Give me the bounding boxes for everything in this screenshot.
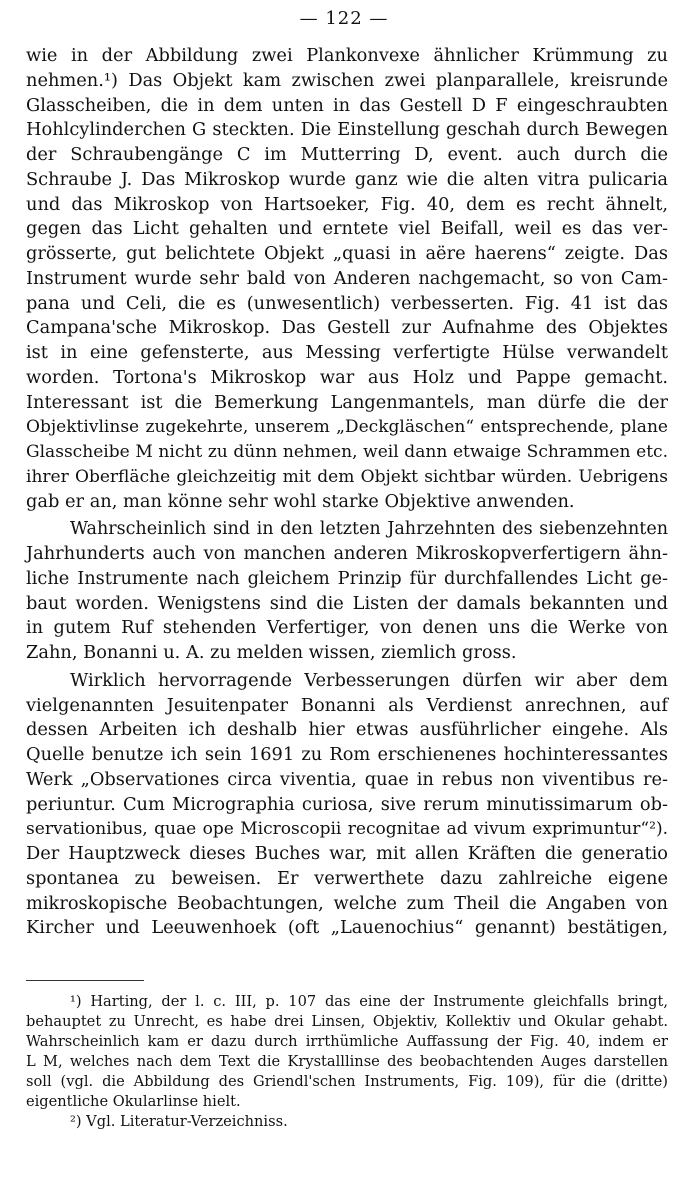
text-line: Instrument wurde sehr bald von Anderen nachgemacht, so von Cam-: [26, 267, 668, 289]
text-line: gegen das Licht gehalten und erntete viel Beifall, weil es das ver-: [26, 218, 668, 240]
text-line: Wirklich hervorragende Verbesserungen dürfen wir aber dem: [70, 669, 668, 691]
text-line: dessen Arbeiten ich deshalb hier etwas ausführlicher eingehe. Als: [26, 719, 668, 741]
text-line: Quelle benutze ich sein 1691 zu Rom erschienenes hochinteressantes: [26, 744, 668, 765]
text-line: baut worden. Wenigstens sind die Listen der damals bekannten und: [26, 592, 668, 614]
footnote-line: behauptet zu Unrecht, es habe drei Linsen, Objektiv, Kollektiv und Okular gehabt.: [26, 1013, 668, 1030]
text-line: Jahrhunderts auch von manchen anderen Mikroskopverfertigern ähn-: [26, 543, 668, 564]
text-line: liche Instrumente nach gleichem Prinzip für durchfallendes Licht ge-: [26, 567, 668, 589]
text-line: Glasscheiben, die in dem unten in das Gestell D F eingeschraubten: [26, 94, 668, 116]
footnote-rule: [26, 980, 144, 981]
footnote-line: L M, welches nach dem Text die Krystalllinse des beobachtenden Auges darstellen: [26, 1053, 668, 1070]
body-text: [26, 44, 668, 941]
text-line: worden. Tortona's Mikroskop war aus Holz und Pappe gemacht.: [26, 366, 668, 388]
text-line: Campana'sche Mikroskop. Das Gestell zur Aufnahme des Objektes: [26, 317, 668, 339]
text-line: grösserte, gut belichtete Objekt „quasi in aëre haerens“ zeigte. Das: [26, 243, 668, 264]
footnote-line: eigentliche Okularlinse hielt.: [26, 1093, 241, 1110]
footnote-line: Wahrscheinlich kam er dazu durch irrthümliche Auffassung der Fig. 40, indem er: [26, 1033, 668, 1050]
text-line: Objektivlinse zugekehrte, unserem „Deckgläschen“ entsprechende, plane: [26, 417, 668, 438]
text-line: servationibus, quae ope Microscopii recognitae ad vivum exprimuntur“²).: [26, 819, 668, 840]
text-line: Schraube J. Das Mikroskop wurde ganz wie die alten vitra pulicaria: [26, 168, 668, 190]
page-number: — 122 —: [299, 8, 389, 29]
footnote-line: ²) Vgl. Literatur-Verzeichniss.: [70, 1113, 288, 1130]
footnote-line: soll (vgl. die Abbildung des Griendl'schen Instruments, Fig. 109), für die (dritte): [26, 1073, 668, 1090]
text-line: spontanea zu beweisen. Er verwerthete dazu zahlreiche eigene: [26, 867, 668, 889]
text-line: in gutem Ruf stehenden Verfertiger, von denen uns die Werke von: [26, 617, 668, 639]
footnotes: [26, 992, 668, 1132]
text-line: nehmen.¹) Das Objekt kam zwischen zwei planparallele, kreisrunde: [26, 69, 668, 91]
text-line: ist in eine gefensterte, aus Messing verfertigte Hülse verwandelt: [26, 342, 668, 363]
footnote-line: ¹) Harting, der l. c. III, p. 107 das eine der Instrumente gleichfalls bringt,: [70, 993, 668, 1010]
text-line: vielgenannten Jesuitenpater Bonanni als Verdienst anrechnen, auf: [26, 694, 668, 716]
text-line: pana und Celi, die es (unwesentlich) verbesserten. Fig. 41 ist das: [26, 292, 668, 314]
text-line: gab er an, man könne sehr wohl starke Objektive anwenden.: [26, 490, 575, 512]
text-line: Der Hauptzweck dieses Buches war, mit allen Kräften die generatio: [26, 843, 668, 864]
text-line: Hohlcylinderchen G steckten. Die Einstellung geschah durch Bewegen: [26, 119, 668, 141]
text-line: und das Mikroskop von Hartsoeker, Fig. 40, dem es recht ähnelt,: [26, 193, 668, 215]
text-line: Kircher und Leeuwenhoek (oft „Lauenochius“ genannt) bestätigen,: [26, 917, 668, 939]
text-line: ihrer Oberfläche gleichzeitig mit dem Objekt sichtbar würden. Uebrigens: [26, 466, 668, 487]
text-line: Interessant ist die Bemerkung Langenmantels, man dürfe die der: [26, 391, 668, 413]
text-line: Zahn, Bonanni u. A. zu melden wissen, ziemlich gross.: [26, 642, 517, 663]
text-line: Wahrscheinlich sind in den letzten Jahrzehnten des siebenzehnten: [70, 519, 668, 540]
text-line: periuntur. Cum Micrographia curiosa, sive rerum minutissimarum ob-: [26, 793, 668, 815]
text-line: der Schraubengänge C im Mutterring D, event. auch durch die: [26, 144, 668, 165]
text-line: Werk „Observationes circa viventia, quae in rebus non viventibus re-: [26, 768, 668, 790]
text-line: wie in der Abbildung zwei Plankonvexe ähnlicher Krümmung zu: [26, 45, 668, 66]
text-line: Glasscheibe M nicht zu dünn nehmen, weil dann etwaige Schrammen etc.: [26, 442, 668, 462]
text-line: mikroskopische Beobachtungen, welche zum Theil die Angaben von: [26, 892, 668, 914]
